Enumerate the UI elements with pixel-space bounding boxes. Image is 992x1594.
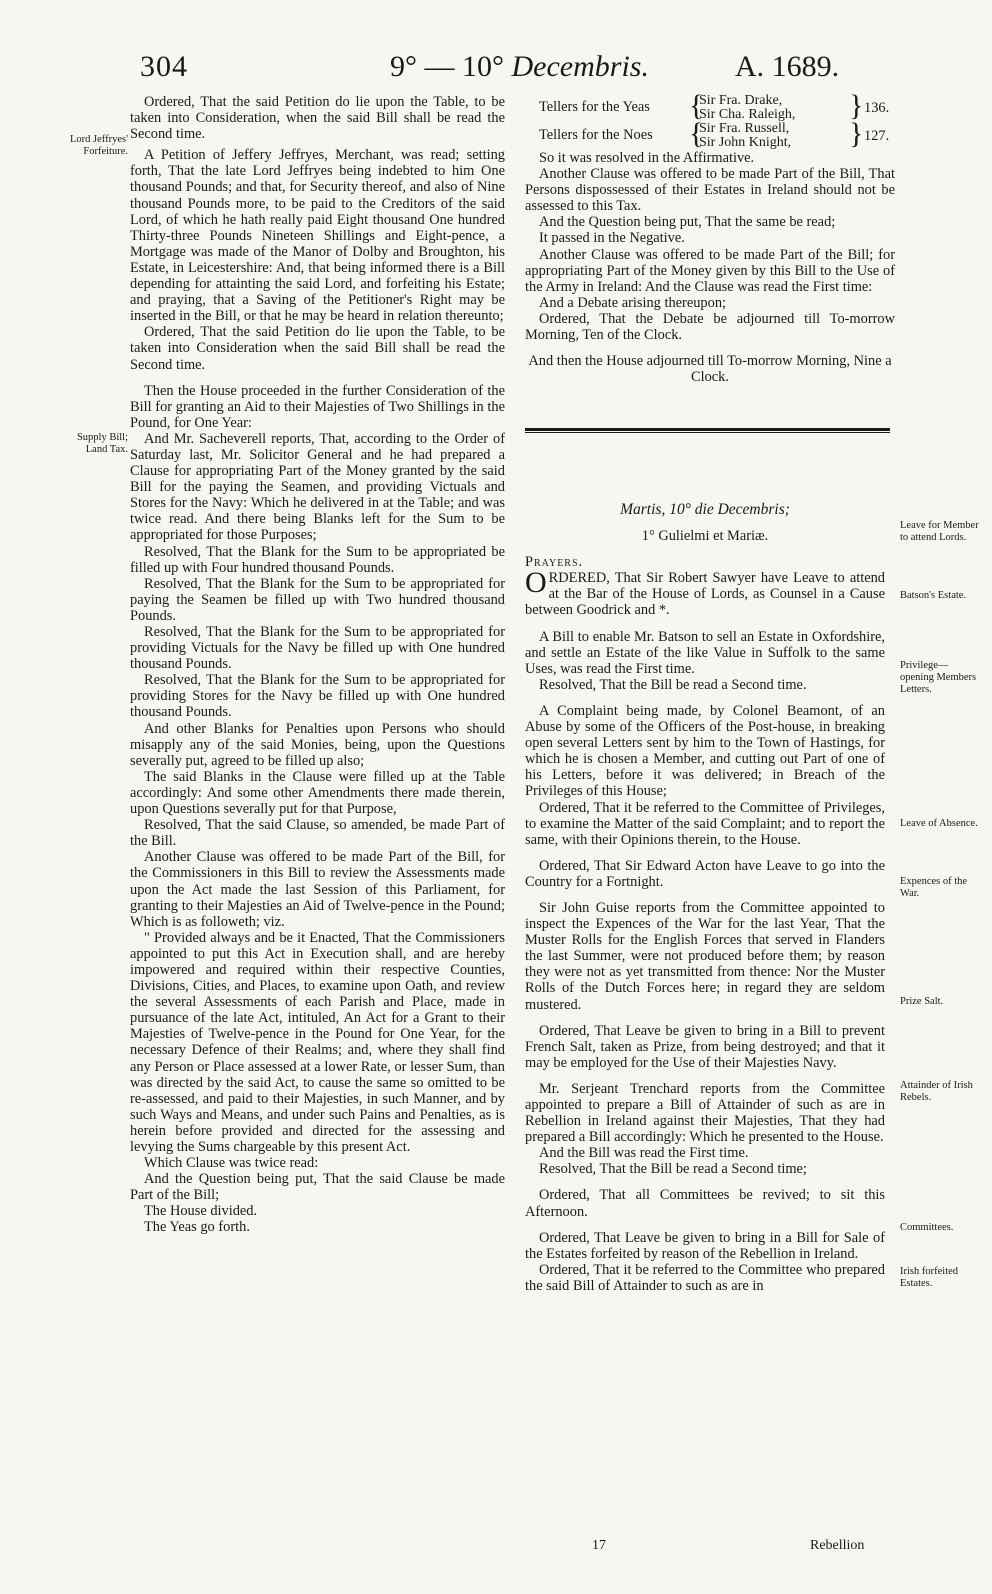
signature-mark: 17 [592, 1538, 606, 1553]
brace-icon: { [689, 89, 704, 122]
tellers-yeas-label: Tellers for the Yeas [539, 99, 650, 115]
paragraph: Resolved, That the Blank for the Sum to be appropriated for providing Stores for the Navy be filled up with One hundred thousand Pounds. [130, 672, 505, 721]
tellers-yeas-names [699, 94, 795, 122]
paragraph: Mr. Serjeant Trenchard reports from the Committee appointed to prepare a Bill of Attainder of such as are in Rebellion in Ireland against their Majesties, That they had prepared a Bill accordingly: Which he presented to the House. [525, 1080, 885, 1146]
paragraph: A Petition of Jeffery Jeffryes, Merchant, was read; setting forth, That the late Lord Jeffryes being indebted to him One thousand Pounds; and that, for Security thereof, and also of Nine thousand Pounds more, to be paid to the Creditors of the said Lord, of which he hath really paid Eight thousand One hundred Thirty-three Pounds Nineteen Shillings and Eight-pence, a Mortgage was made of the Manor of Dolby and Broughton, his Estate, in Leicestershire: And, that being informed there is a Bill depending for attainting the said Lord, and forfeiting his Estate; and praying, that a Saving of the Petitioner's Right may be inserted in the Bill, or that he may be heard in relation thereunto; [130, 147, 505, 325]
paragraph: Resolved, That the Bill be read a Second time. [539, 676, 807, 693]
paragraph: And Mr. Sacheverell reports, That, according to the Order of Saturday last, Mr. Solicitor General and he had prepared a Clause for appropriating Part of the Money granted by the said Bill for the paying the Seamen, and providing Victuals and Stores for the Navy: Which he delivered in at the Table; and was twice read. And there being Blanks left for the Sum to be appropriated for those Purposes; [130, 430, 505, 544]
paragraph: The said Blanks in the Clause were filled up at the Table accordingly: And some other Amendments there made therein, upon Questions severally put for that Purpose, [130, 768, 505, 818]
page-date [390, 50, 649, 84]
paragraph: And the Question being put, That the said Clause be made Part of the Bill; [130, 1171, 505, 1204]
paragraph: Resolved, That the Blank for the Sum to be appropriated for paying the Seamen be filled up with Two hundred thousand Pounds. [130, 575, 505, 624]
tellers-noes-names [699, 122, 791, 150]
paragraph: Another Clause was offered to be made Part of the Bill, for the Commissioners in this Bill to review the Assessments made upon the Act made the last Session of this Parliament, for granting to their Majesties an Aid of Twelve-pence in the Pound; Which is as followeth; viz. [130, 849, 505, 930]
paragraph: Another Clause was offered to be made Part of the Bill, That Persons dispossessed of their Estates in Ireland should not be assessed to this Tax. [525, 166, 895, 215]
paragraph: Ordered, That the said Petition do lie upon the Table, to be taken into Consideration when the said Bill shall be read the Second time. [130, 324, 505, 373]
paragraph: And the Bill was read the First time. [539, 1145, 749, 1162]
paragraph: A Bill to enable Mr. Batson to sell an Estate in Oxfordshire, and settle an Estate of the like Value in Suffolk to the same Uses, was read the First time. [525, 628, 885, 677]
paragraph: Ordered, That Sir Edward Acton have Leave to go into the Country for a Fortnight. [525, 857, 885, 890]
date-prefix: 9° — 10° [390, 50, 504, 83]
margin-note-prize-salt: Prize Salt. [900, 996, 944, 1007]
right-column-top [525, 89, 895, 386]
tellers-noes-count: 127. [864, 128, 890, 144]
teller-name: Sir Fra. Russell, [699, 121, 790, 136]
paragraph: Another Clause was offered to be made Part of the Bill; for appropriating Part of the Money given by this Bill to the Use of the Army in Ireland: And the Clause was read the First time: [525, 246, 895, 295]
paragraph: The Yeas go forth. [144, 1219, 250, 1236]
page-number: 304 [140, 50, 188, 83]
paragraph: Ordered, That it be referred to the Committee who prepared the said Bill of Attainder to such as are in [525, 1261, 885, 1294]
paragraph: Ordered, That Leave be given to bring in a Bill to prevent French Salt, taken as Prize, from being destroyed; and that it may be employed for the Use of their Majesties Navy. [525, 1022, 885, 1071]
teller-name: Sir Fra. Drake, [699, 93, 783, 108]
margin-note-lord-jeffryes: Lord Jeffryes' Forfeiture. [70, 134, 128, 157]
paragraph: And other Blanks for Penalties upon Persons who should misapply any of the said Monies, being, upon the Questions severally put, agreed to be filled up also; [130, 720, 505, 769]
paragraph-first [525, 566, 885, 619]
paragraph: And a Debate arising thereupon; [539, 294, 727, 311]
paragraph: So it was resolved in the Affirmative. [539, 150, 755, 166]
teller-name: Sir Cha. Raleigh, [699, 107, 796, 122]
drop-cap: O [525, 566, 547, 600]
margin-note-leave-absence: Leave of Absence. [900, 818, 978, 829]
section-divider [525, 428, 890, 431]
section-divider-thin [525, 432, 890, 433]
margin-note-expences: Expences of the War. [900, 876, 968, 899]
adjournment-line: And then the House adjourned till To-morrow Morning, Nine a Clock. [528, 353, 892, 386]
paragraph: Which Clause was twice read: [144, 1155, 319, 1172]
brace-icon: } [849, 117, 864, 150]
margin-note-irish-estates: Irish forfeited Estates. [900, 1266, 959, 1289]
regnal-year: 1° Gulielmi et Mariæ. [641, 528, 769, 545]
paragraph: Ordered, That all Committees be revived; to sit this Afternoon. [525, 1187, 885, 1220]
paragraph: And the Question being put, That the same be read; [539, 214, 836, 231]
margin-note-supply-bill: Supply Bill; Land Tax. [76, 432, 128, 455]
paragraph: Resolved, That the Blank for the Sum to be appropriated be filled up with Four hundred thousand Pounds. [130, 543, 505, 576]
paragraph: Resolved, That the Bill be read a Second time; [539, 1161, 807, 1178]
paragraph: Resolved, That the Blank for the Sum to be appropriated for providing Victuals for the Navy be filled up with One hundred thousand Pounds. [130, 624, 505, 673]
brace-icon: { [689, 117, 704, 150]
page-header [0, 50, 992, 90]
tellers-block [525, 89, 895, 150]
date-word: Decembris. [511, 50, 649, 83]
tellers-yeas [539, 89, 895, 122]
tellers-yeas-count: 136. [864, 100, 890, 116]
paragraph: Then the House proceeded in the further Consideration of the Bill for granting an Aid to their Majesties of Two Shillings in the Pound, for One Year: [130, 382, 505, 431]
left-column [130, 94, 505, 1236]
margin-note-privilege: Privilege—opening Members Letters. [900, 660, 977, 695]
day-heading: Martis, 10° die Decembris; [620, 501, 790, 518]
margin-note-committees: Committees. [900, 1222, 954, 1233]
paragraph: " Provided always and be it Enacted, That the Commissioners appointed to put this Act in Execution shall, and are hereby impowered and required within their respective Counties, Divisions, Cities, and Places, to examine upon Oath, and review the several Assessments of each Parish and Place, made in pursuance of the late Act, intituled, An Act for a Grant to their Majesties of Twelve-pence in the Pound for One Year, for the necessary Defence of their Realms; and, where they shall find any Person or Place assessed at a lower Rate, or lesser Sum, than was directed by the said Act, to cause the same so omitted to be re-assessed, and paid to their Majesties, in such Manner, and by such Ways and Means, and under such Pains and Penalties, as is herein before provided and directed for the assessing and levying the Sums chargeable by this present Act. [130, 929, 505, 1155]
page-year: A. 1689. [735, 50, 840, 83]
paragraph: The House divided. [144, 1203, 258, 1220]
paragraph: Ordered, That the said Petition do lie upon the Table, to be taken into Consideration, when the said Bill shall be read the Second time. [130, 94, 505, 143]
paragraph-text: RDERED, That Sir Robert Sawyer have Leave to attend at the Bar of the House of Lords, as Counsel in a Cause between Goodrick and *. [525, 570, 885, 619]
teller-name: Sir John Knight, [699, 135, 792, 150]
prayers-heading: Prayers. [525, 554, 584, 571]
brace-icon: } [849, 89, 864, 122]
paragraph: Ordered, That Leave be given to bring in a Bill for Sale of the Estates forfeited by reason of the Rebellion in Ireland. [525, 1229, 885, 1262]
paragraph: Ordered, That it be referred to the Committee of Privileges, to examine the Matter of the said Complaint; and to report the same, with their Opinions therein, to the House. [525, 799, 885, 848]
margin-note-batson: Batson's Estate. [900, 590, 967, 601]
paragraph: A Complaint being made, by Colonel Beamont, of an Abuse by some of the Officers of the Post-house, in breaking open several Letters sent by him to the Town of Hastings, for which he is chosen a Member, and cutting out Part of one of his Letters, before it was delivered; in Breach of the Privileges of this House; [525, 702, 885, 800]
margin-note-attainder: Attainder of Irish Rebels. [900, 1080, 973, 1103]
paragraph: It passed in the Negative. [539, 230, 685, 247]
margin-note-leave-lords: Leave for Member to attend Lords. [900, 520, 979, 543]
paragraph: Resolved, That the said Clause, so amended, be made Part of the Bill. [130, 817, 505, 850]
catchword: Rebellion [810, 1538, 865, 1553]
tellers-noes [539, 117, 895, 150]
right-column-bottom [525, 490, 885, 1294]
paragraph: Sir John Guise reports from the Committee appointed to inspect the Expences of the War for the last Year, That the Muster Rolls for the English Forces that served in Flanders the last Summer, were not produced before them; by reason they were not as yet transmitted from thence: Nor the Muster Rolls of the Dutch Forces here; in regard they are seldom mustered. [525, 899, 885, 1013]
tellers-noes-label: Tellers for the Noes [539, 127, 653, 143]
paragraph: Ordered, That the Debate be adjourned till To-morrow Morning, Ten of the Clock. [525, 310, 895, 344]
